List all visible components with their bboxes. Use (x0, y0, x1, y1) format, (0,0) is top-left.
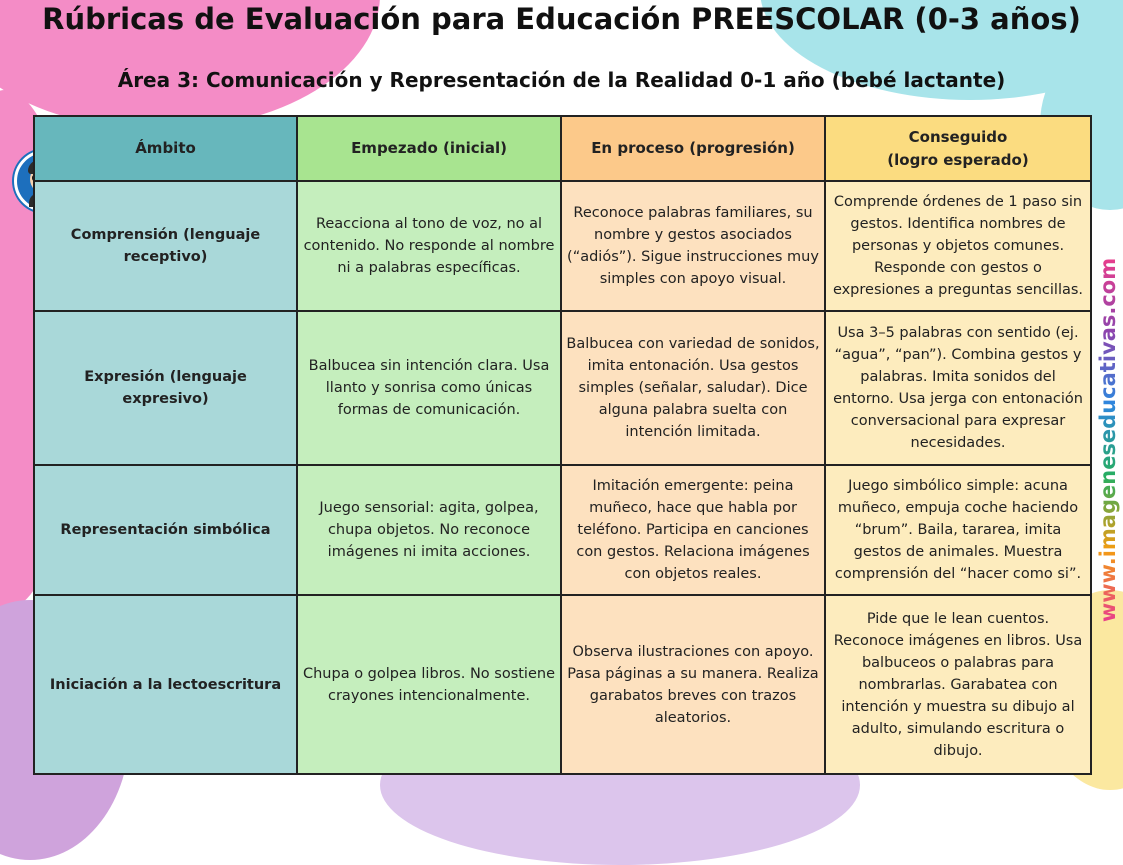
watermark-text: www.imageneseducativas.com (1096, 257, 1121, 623)
table-header-row (34, 116, 1091, 181)
header-proceso: En proceso (progresión) (561, 116, 825, 181)
cell-proceso: Reconoce palabras familiares, su nombre y gestos asociados (“adiós”). Sigue instrucciones muy simples con apoyo visual. (561, 181, 825, 311)
cell-ambito: Representación simbólica (34, 465, 297, 595)
header-empezado: Empezado (inicial) (297, 116, 561, 181)
cell-proceso: Imitación emergente: peina muñeco, hace que habla por teléfono. Participa en canciones con gestos. Relaciona imágenes con objetos reales. (561, 465, 825, 595)
table-row (34, 311, 1091, 465)
cell-conseguido: Juego simbólico simple: acuna muñeco, empuja coche haciendo “brum”. Baila, tararea, imita gestos de animales. Muestra comprensión del “hacer como si”. (825, 465, 1091, 595)
cell-empezado: Juego sensorial: agita, golpea, chupa objetos. No reconoce imágenes ni imita acciones. (297, 465, 561, 595)
page-title: Rúbricas de Evaluación para Educación PREESCOLAR (0-3 años) (42, 2, 1081, 36)
cell-empezado: Chupa o golpea libros. No sostiene crayones intencionalmente. (297, 595, 561, 774)
table-row (34, 595, 1091, 774)
header-conseguido-line2: (logro esperado) (887, 150, 1029, 169)
header-conseguido-line1: Conseguido (908, 127, 1008, 146)
cell-conseguido: Pide que le lean cuentos. Reconoce imágenes en libros. Usa balbuceos o palabras para nombrarlas. Garabatea con intención y muestra su dibujo al adulto, simulando escritura o dibujo. (825, 595, 1091, 774)
header-conseguido (825, 116, 1091, 181)
cell-empezado: Reacciona al tono de voz, no al contenido. No responde al nombre ni a palabras específicas. (297, 181, 561, 311)
page-subtitle: Área 3: Comunicación y Representación de la Realidad 0-1 año (bebé lactante) (117, 68, 1006, 92)
cell-ambito: Iniciación a la lectoescritura (34, 595, 297, 774)
cell-conseguido: Usa 3–5 palabras con sentido (ej. “agua”, “pan”). Combina gestos y palabras. Imita sonidos del entorno. Usa jerga con entonación conversacional para expresar necesidades. (825, 311, 1091, 465)
cell-proceso: Observa ilustraciones con apoyo. Pasa páginas a su manera. Realiza garabatos breves con trazos aleatorios. (561, 595, 825, 774)
cell-conseguido: Comprende órdenes de 1 paso sin gestos. Identifica nombres de personas y objetos comunes. Responde con gestos o expresiones a preguntas sencillas. (825, 181, 1091, 311)
cell-empezado: Balbucea sin intención clara. Usa llanto y sonrisa como únicas formas de comunicación. (297, 311, 561, 465)
table-row (34, 465, 1091, 595)
header-ambito: Ámbito (34, 116, 297, 181)
cell-proceso: Balbucea con variedad de sonidos, imita entonación. Usa gestos simples (señalar, saludar). Dice alguna palabra suelta con intención limitada. (561, 311, 825, 465)
table-row (34, 181, 1091, 311)
cell-ambito: Expresión (lenguaje expresivo) (34, 311, 297, 465)
rubric-table (33, 115, 1092, 775)
cell-ambito: Comprensión (lenguaje receptivo) (34, 181, 297, 311)
